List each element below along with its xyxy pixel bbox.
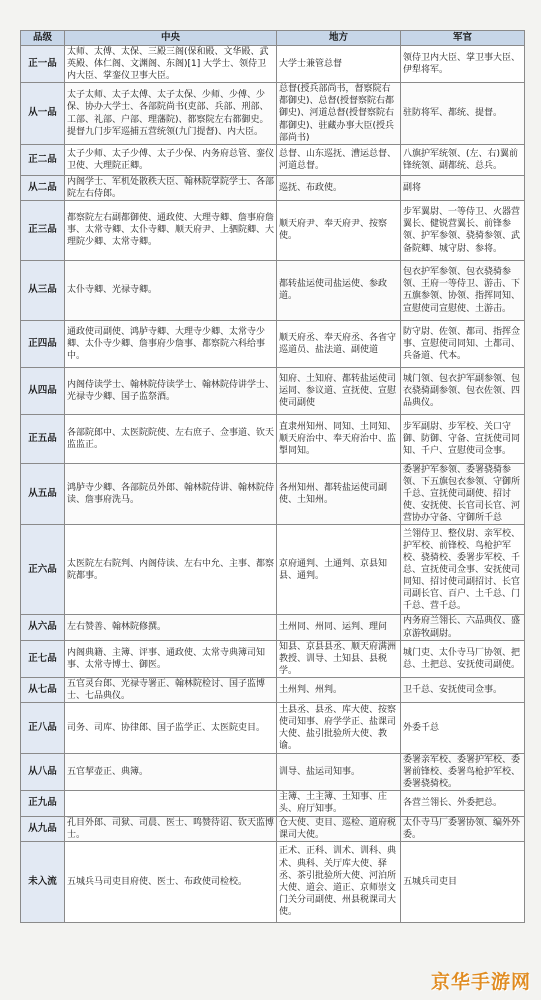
local-cell: 知县、京县县丞、顺天府满洲教授、训导、土知县、县税学。 bbox=[277, 640, 401, 677]
grade-cell: 从四品 bbox=[21, 367, 65, 414]
table-row bbox=[21, 841, 525, 922]
local-cell: 总督、山东巡抚、漕运总督、河道总督。 bbox=[277, 144, 401, 175]
central-cell: 太子太师、太子太傅、太子太保、少师、少傅、少保、协办大学士、各部院尚书(吏部、兵部、刑部、工部、礼部、户部、理藩院)、都察院左右都御史。提督九门步军巡捕五营统领(九门提督)、内大臣。 bbox=[65, 83, 277, 144]
military-cell: 太仆寺马厂委署协领、编外外委。 bbox=[401, 816, 525, 841]
local-cell: 总督(授兵部尚书，督察院右都御史)、总督(授督察院右都御史)、河道总督(授督察院右都御史)、驻藏办事大臣(授兵部尚书) bbox=[277, 83, 401, 144]
local-cell: 土州判、州判。 bbox=[277, 677, 401, 702]
military-cell: 副将 bbox=[401, 175, 525, 200]
military-cell: 兰翎侍卫、整仪尉、亲军校、护军校、前锋校、鸟枪护军校、骁骑校、委署步军校、千总、宣抚使司佥事、安抚使司同知、招讨使司副招讨、长官司副长官、百户、土千总、门千总、营千总。 bbox=[401, 525, 525, 615]
local-cell: 都转盐运使司盐运使、参政道。 bbox=[277, 260, 401, 320]
table-row bbox=[21, 754, 525, 791]
military-cell: 防守尉、佐领、都司、指挥佥事、宣慰使司同知、土都司、兵备道、代本。 bbox=[401, 320, 525, 367]
central-cell: 各部院郎中、太医院院使、左右庶子、佥事道、钦天监监正。 bbox=[65, 414, 277, 463]
central-cell: 鸿胪寺少卿、各部院员外郎、翰林院侍讲、翰林院侍读、詹事府洗马。 bbox=[65, 463, 277, 524]
local-cell: 训导、盐运司知事。 bbox=[277, 754, 401, 791]
table-row bbox=[21, 525, 525, 615]
grade-cell: 从五品 bbox=[21, 463, 65, 524]
central-cell: 司务、司库、协律郎、国子监学正、太医院吏目。 bbox=[65, 703, 277, 754]
central-cell: 内阁侍读学士、翰林院侍读学士、翰林院侍讲学士、光禄寺少卿、国子监祭酒。 bbox=[65, 367, 277, 414]
grade-cell: 未入流 bbox=[21, 841, 65, 922]
official-rank-table bbox=[20, 30, 525, 923]
table-row bbox=[21, 677, 525, 702]
central-cell: 太子少师、太子少傅、太子少保、内务府总管、銮仪卫使、大理院正卿。 bbox=[65, 144, 277, 175]
grade-cell: 从八品 bbox=[21, 754, 65, 791]
table-row bbox=[21, 703, 525, 754]
local-cell: 土县丞、县丞、库大使、按察使司知事、府学学正、盐课司大使、盐引批验所大使、教谕。 bbox=[277, 703, 401, 754]
table-body bbox=[21, 46, 525, 923]
central-cell: 太师、太傅、太保、三殿三阁(保和殿、文华殿、武英殿、体仁阁、文渊阁、东阁)[1] 大学士、领侍卫内大臣、掌銮仪卫事大臣。 bbox=[65, 46, 277, 83]
grade-cell: 从二品 bbox=[21, 175, 65, 200]
military-cell: 领侍卫内大臣、掌卫事大臣、伊犁将军。 bbox=[401, 46, 525, 83]
table-row bbox=[21, 791, 525, 816]
grade-cell: 正二品 bbox=[21, 144, 65, 175]
grade-cell: 从一品 bbox=[21, 83, 65, 144]
header-central: 中央 bbox=[65, 31, 277, 46]
military-cell: 内务府兰翎长、六品典仪、盛京游牧副尉。 bbox=[401, 615, 525, 640]
table-row bbox=[21, 46, 525, 83]
table-row bbox=[21, 200, 525, 260]
local-cell: 各州知州、都转盐运使司副使、土知州。 bbox=[277, 463, 401, 524]
local-cell: 顺天府尹、奉天府尹、按察使。 bbox=[277, 200, 401, 260]
table-row bbox=[21, 463, 525, 524]
central-cell: 太医院左右院判、内阁侍读、左右中允、主事、都察院都事。 bbox=[65, 525, 277, 615]
grade-cell: 正一品 bbox=[21, 46, 65, 83]
table-row bbox=[21, 144, 525, 175]
central-cell: 五官挈壶正、典簿。 bbox=[65, 754, 277, 791]
military-cell: 卫千总、安抚使司佥事。 bbox=[401, 677, 525, 702]
grade-cell: 正九品 bbox=[21, 791, 65, 816]
header-local: 地方 bbox=[277, 31, 401, 46]
military-cell: 驻防将军、都统、提督。 bbox=[401, 83, 525, 144]
central-cell: 五城兵马司吏目府使、医士、布政使司检校。 bbox=[65, 841, 277, 922]
military-cell: 委署护军参领、委署骁骑参领、下五旗包衣参领、守御所千总、宣抚使司副使、招讨使、安抚使、长官司长官、河营协办守备、守御所千总 bbox=[401, 463, 525, 524]
military-cell: 委署亲军校、委署护军校、委署前锋校、委署鸟枪护军校、委署骁骑校。 bbox=[401, 754, 525, 791]
table-row bbox=[21, 367, 525, 414]
military-cell: 城门领、包衣护军副参领、包衣骁骑副参领、包衣佐领、四品典仪。 bbox=[401, 367, 525, 414]
local-cell: 大学士兼管总督 bbox=[277, 46, 401, 83]
local-cell: 仓大使、吏目、巡检、道府税课司大使。 bbox=[277, 816, 401, 841]
table-row bbox=[21, 640, 525, 677]
central-cell: 五官灵台郎、光禄寺署正、翰林院检讨、国子监博士、七品典仪。 bbox=[65, 677, 277, 702]
local-cell: 直隶州知州、同知、土同知、顺天府治中、奉天府治中、监掣同知。 bbox=[277, 414, 401, 463]
military-cell: 步军翼尉、一等侍卫、火器营翼长、健锐营翼长、前锋参领、护军参领、骁骑参领、武备院卿、城守尉、参将。 bbox=[401, 200, 525, 260]
central-cell bbox=[65, 791, 277, 816]
header-military: 军官 bbox=[401, 31, 525, 46]
local-cell: 土州同、州同、运判、理问 bbox=[277, 615, 401, 640]
watermark-text: 京华手游网 bbox=[430, 971, 531, 993]
military-cell: 五城兵司吏目 bbox=[401, 841, 525, 922]
central-cell: 太仆寺卿、光禄寺卿。 bbox=[65, 260, 277, 320]
military-cell: 八旗护军统领、(左、右)翼前锋统领、副都统、总兵。 bbox=[401, 144, 525, 175]
central-cell: 内阁学士、军机处散秩大臣、翰林院掌院学士、各部院左右侍郎。 bbox=[65, 175, 277, 200]
central-cell: 左右赞善、翰林院修撰。 bbox=[65, 615, 277, 640]
grade-cell: 正四品 bbox=[21, 320, 65, 367]
table-row bbox=[21, 414, 525, 463]
grade-cell: 正八品 bbox=[21, 703, 65, 754]
local-cell: 顺天府丞、奉天府丞、各省守巡道员、盐法道、副使道 bbox=[277, 320, 401, 367]
central-cell: 通政使司副使、鸿胪寺卿、大理寺少卿、太常寺少卿、太仆寺少卿、詹事府少詹事、都察院六科给事中。 bbox=[65, 320, 277, 367]
local-cell: 巡抚、布政使。 bbox=[277, 175, 401, 200]
grade-cell: 正五品 bbox=[21, 414, 65, 463]
table-row bbox=[21, 175, 525, 200]
header-grade: 品级 bbox=[21, 31, 65, 46]
table-row bbox=[21, 320, 525, 367]
table-row bbox=[21, 816, 525, 841]
grade-cell: 正七品 bbox=[21, 640, 65, 677]
central-cell: 都察院左右副都御使、通政使、大理寺卿、詹事府詹事、太常寺卿、太仆寺卿、顺天府尹、上驷院卿、大理院少卿、太常寺卿。 bbox=[65, 200, 277, 260]
military-cell: 步军副尉、步军校、关口守御、防御、守备、宣抚使司同知、千户、宣慰使司佥事。 bbox=[401, 414, 525, 463]
grade-cell: 从六品 bbox=[21, 615, 65, 640]
table-row bbox=[21, 260, 525, 320]
grade-cell: 正六品 bbox=[21, 525, 65, 615]
local-cell: 知府、土知府、都转盐运使司运同、参议道、宣抚使、宣慰使司副使 bbox=[277, 367, 401, 414]
military-cell: 包衣护军参领、包衣骁骑参领、王府一等侍卫、游击、下五旗参领、协领、指挥同知、宣慰使司宣慰使、土游击。 bbox=[401, 260, 525, 320]
grade-cell: 从九品 bbox=[21, 816, 65, 841]
table-row bbox=[21, 615, 525, 640]
grade-cell: 从七品 bbox=[21, 677, 65, 702]
grade-cell: 从三品 bbox=[21, 260, 65, 320]
military-cell: 外委千总 bbox=[401, 703, 525, 754]
table-row bbox=[21, 83, 525, 144]
grade-cell: 正三品 bbox=[21, 200, 65, 260]
central-cell: 内阁典籍、主簿、评事、通政使、太常寺典簿司知事、太常寺博士、御医。 bbox=[65, 640, 277, 677]
local-cell: 京府通判、土通判、京县知县、通判。 bbox=[277, 525, 401, 615]
local-cell: 正术、正科、训术、训科、典术、典科、关厅库大使、驿丞、茶引批验所大使、河泊所大使、道会、道正、京师崇文门关分司副使、州县税课司大使。 bbox=[277, 841, 401, 922]
local-cell: 主簿、土主簿、土知事、庄头、府厅知事。 bbox=[277, 791, 401, 816]
table-header-row bbox=[21, 31, 525, 46]
military-cell: 各营兰翎长、外委把总。 bbox=[401, 791, 525, 816]
military-cell: 城门吏、太仆寺马厂协领、把总、土把总、安抚使司副使。 bbox=[401, 640, 525, 677]
central-cell: 孔目外郎、司狱、司晨、医士、鸣赞待诏、钦天监博士。 bbox=[65, 816, 277, 841]
